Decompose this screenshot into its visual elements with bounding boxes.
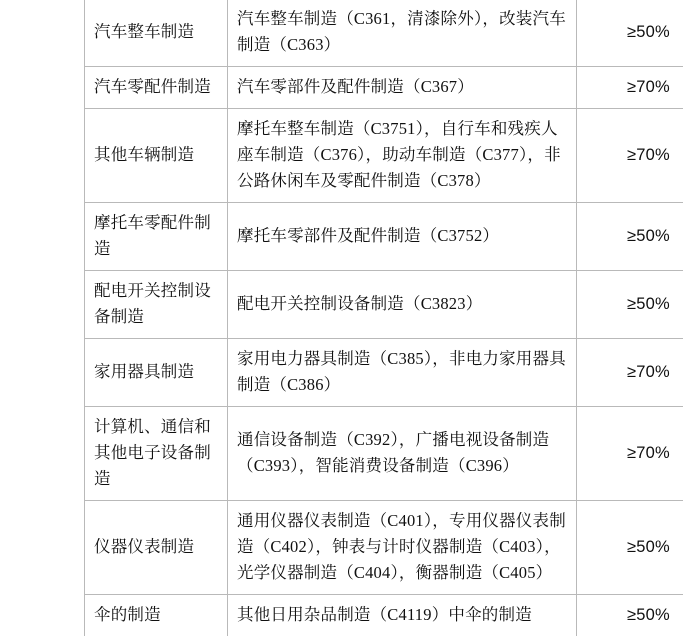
table-container	[84, 0, 681, 636]
cell-category: 仪器仪表制造	[85, 501, 228, 595]
table-row	[85, 109, 683, 203]
cell-description: 家用电力器具制造（C385），非电力家用器具制造（C386）	[228, 339, 577, 407]
cell-category: 汽车整车制造	[85, 0, 228, 67]
table-row	[85, 339, 683, 407]
table-row	[85, 595, 683, 636]
cell-description: 汽车整车制造（C361，清漆除外），改装汽车制造（C363）	[228, 0, 577, 67]
industry-ratio-table	[84, 0, 683, 636]
table-row	[85, 407, 683, 501]
cell-ratio: ≥50%	[577, 203, 683, 271]
cell-description: 其他日用杂品制造（C4119）中伞的制造	[228, 595, 577, 636]
cell-ratio: ≥70%	[577, 67, 683, 109]
cell-ratio: ≥50%	[577, 501, 683, 595]
cell-description: 配电开关控制设备制造（C3823）	[228, 271, 577, 339]
cell-category: 伞的制造	[85, 595, 228, 636]
cell-ratio: ≥70%	[577, 407, 683, 501]
cell-description: 通用仪器仪表制造（C401），专用仪器仪表制造（C402），钟表与计时仪器制造（C403），光学仪器制造（C404），衡器制造（C405）	[228, 501, 577, 595]
table-row	[85, 501, 683, 595]
cell-category: 配电开关控制设备制造	[85, 271, 228, 339]
cell-description: 通信设备制造（C392），广播电视设备制造（C393），智能消费设备制造（C396）	[228, 407, 577, 501]
table-body	[85, 0, 683, 636]
cell-description: 摩托车零部件及配件制造（C3752）	[228, 203, 577, 271]
cell-ratio: ≥50%	[577, 0, 683, 67]
cell-description: 汽车零部件及配件制造（C367）	[228, 67, 577, 109]
cell-description: 摩托车整车制造（C3751），自行车和残疾人座车制造（C376），助动车制造（C377），非公路休闲车及零配件制造（C378）	[228, 109, 577, 203]
cell-category: 其他车辆制造	[85, 109, 228, 203]
cell-ratio: ≥50%	[577, 271, 683, 339]
cell-ratio: ≥70%	[577, 339, 683, 407]
table-row	[85, 271, 683, 339]
cell-category: 计算机、通信和其他电子设备制造	[85, 407, 228, 501]
cell-category: 家用器具制造	[85, 339, 228, 407]
cell-category: 汽车零配件制造	[85, 67, 228, 109]
cell-ratio: ≥70%	[577, 109, 683, 203]
table-row	[85, 0, 683, 67]
cell-ratio: ≥50%	[577, 595, 683, 636]
cell-category: 摩托车零配件制造	[85, 203, 228, 271]
table-row	[85, 203, 683, 271]
table-row	[85, 67, 683, 109]
